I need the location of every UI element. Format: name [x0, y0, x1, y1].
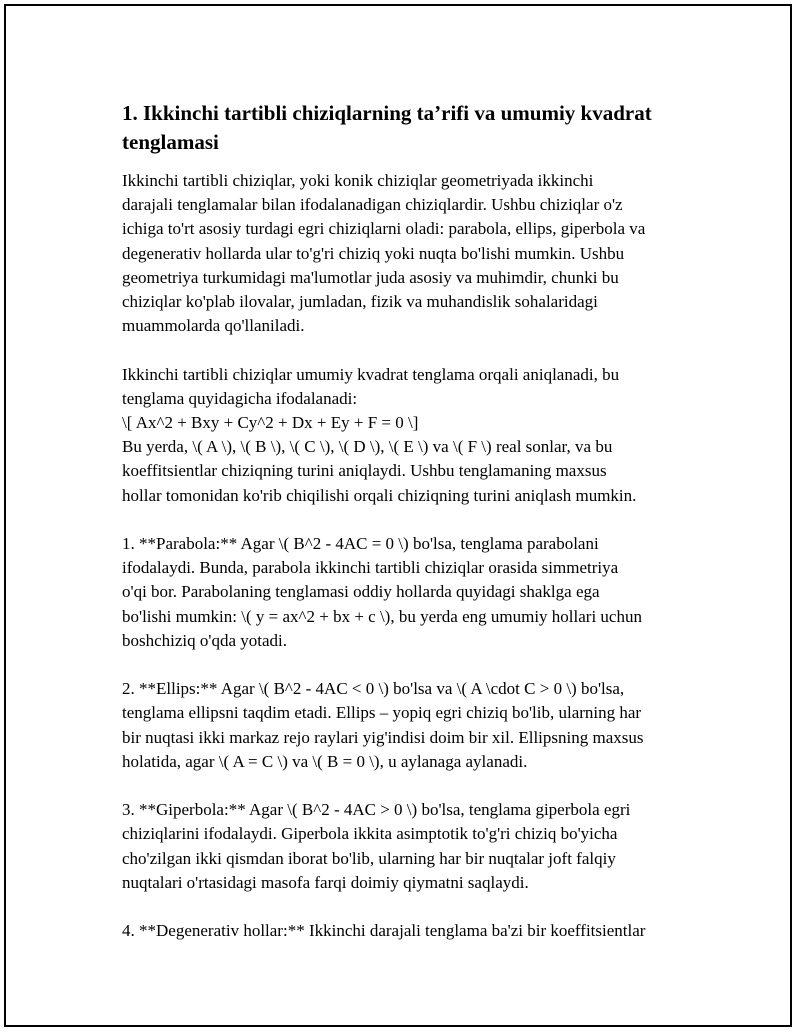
heading-line: 1. Ikkinchi tartibli chiziqlarning ta’rifi va umumiy kvadrat — [122, 101, 652, 125]
paragraph-parabola — [122, 532, 702, 653]
document-body — [122, 99, 702, 943]
text-line: chiziqlar ko'plab ilovalar, jumladan, fizik va muhandislik sohalaridagi — [122, 292, 598, 312]
text-line: nuqtalari o'rtasidagi masofa farqi doimiy qiymatni saqlaydi. — [122, 872, 529, 892]
text-line: ichiga to'rt asosiy turdagi egri chiziqlarni oladi: parabola, ellips, giperbola va — [122, 219, 646, 239]
paragraph-degenerate — [122, 919, 702, 943]
text-line: 4. **Degenerativ hollar:** Ikkinchi darajali tenglama ba'zi bir koeffitsientlar — [122, 921, 646, 941]
paragraph-general-equation — [122, 363, 702, 508]
paragraph-ellipse — [122, 677, 702, 774]
text-line: geometriya turkumidagi ma'lumotlar juda asosiy va muhimdir, chunki bu — [122, 267, 619, 287]
text-line: 1. **Parabola:** Agar \( B^2 - 4AC = 0 \) bo'lsa, tenglama parabolani — [122, 534, 599, 554]
text-line: chiziqlarini ifodalaydi. Giperbola ikkita asimptotik to'g'ri chiziq bo'yicha — [122, 824, 618, 844]
text-line: koeffitsientlar chiziqning turini aniqlaydi. Ushbu tenglamaning maxsus — [122, 461, 607, 481]
text-line: cho'zilgan ikki qismdan iborat bo'lib, ularning har bir nuqtalar joft falqiy — [122, 848, 616, 868]
text-line: holatida, agar \( A = C \) va \( B = 0 \), u aylanaga aylanadi. — [122, 751, 528, 771]
text-line: bo'lishi mumkin: \( y = ax^2 + bx + c \), bu yerda eng umumiy hollari uchun — [122, 606, 642, 626]
text-line: bir nuqtasi ikki markaz rejo raylari yig'indisi doim bir xil. Ellipsning maxsus — [122, 727, 644, 747]
text-line: Ikkinchi tartibli chiziqlar umumiy kvadrat tenglama orqali aniqlanadi, bu — [122, 364, 620, 384]
text-line: o'qi bor. Parabolaning tenglamasi oddiy hollarda quyidagi shaklga ega — [122, 582, 600, 602]
page-frame — [4, 4, 792, 1027]
text-line: tenglama ellipsni taqdim etadi. Ellips – yopiq egri chiziq bo'lib, ularning har — [122, 703, 642, 723]
text-line: muammolarda qo'llaniladi. — [122, 316, 305, 336]
paragraph-intro — [122, 169, 702, 338]
text-line: darajali tenglamalar bilan ifodalanadigan chiziqlardir. Ushbu chiziqlar o'z — [122, 195, 623, 215]
text-line: ifodalaydi. Bunda, parabola ikkinchi tartibli chiziqlar orasida simmetriya — [122, 558, 619, 578]
text-line: hollar tomonidan ko'rib chiqilishi orqali chiziqning turini aniqlash mumkin. — [122, 485, 637, 505]
section-heading — [122, 99, 702, 157]
text-line: tenglama quyidagicha ifodalanadi: — [122, 388, 358, 408]
heading-line: tenglamasi — [122, 130, 219, 154]
text-line: Ikkinchi tartibli chiziqlar, yoki konik chiziqlar geometriyada ikkinchi — [122, 171, 594, 190]
text-line: degenerativ hollarda ular to'g'ri chiziq yoki nuqta bo'lishi mumkin. Ushbu — [122, 243, 625, 263]
text-line: Bu yerda, \( A \), \( B \), \( C \), \( D \), \( E \) va \( F \) real sonlar, va bu — [122, 437, 613, 457]
paragraph-hyperbola — [122, 798, 702, 895]
text-line: 3. **Giperbola:** Agar \( B^2 - 4AC > 0 \) bo'lsa, tenglama giperbola egri — [122, 800, 631, 820]
text-line: 2. **Ellips:** Agar \( B^2 - 4AC < 0 \) bo'lsa va \( A \cdot C > 0 \) bo'lsa, — [122, 679, 625, 699]
text-line: boshchiziq o'qda yotadi. — [122, 630, 288, 650]
equation-line: \[ Ax^2 + Bxy + Cy^2 + Dx + Ey + F = 0 \] — [122, 413, 419, 433]
